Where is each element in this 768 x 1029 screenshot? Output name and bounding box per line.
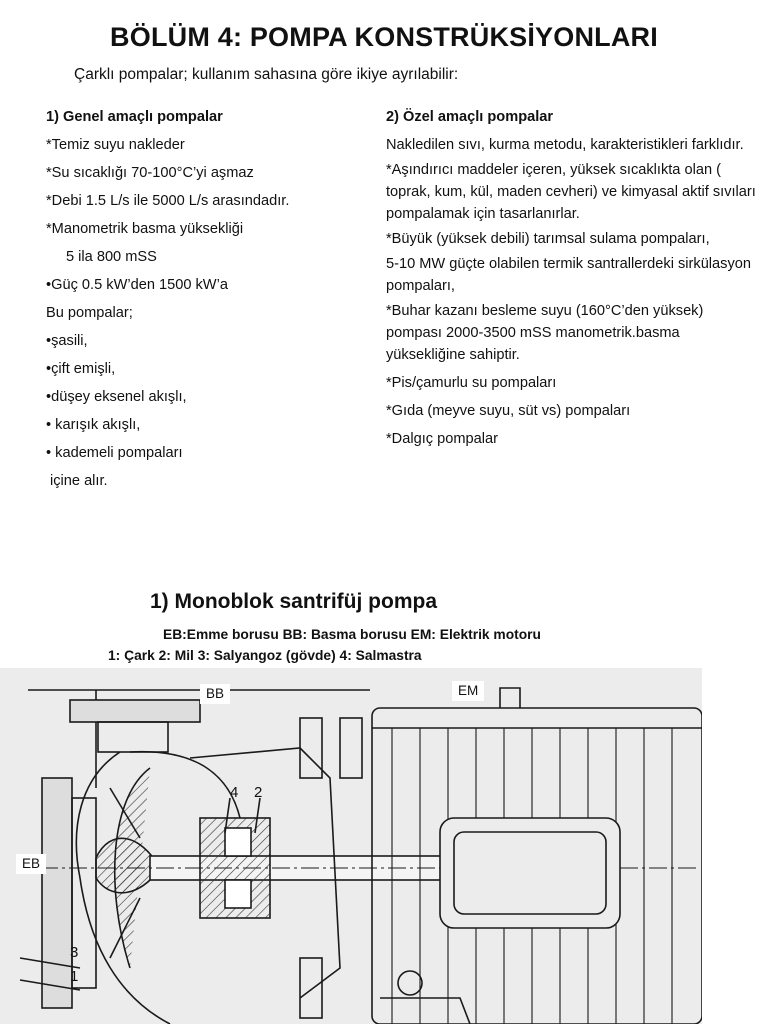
list-item: *Pis/çamurlu su pompaları <box>386 375 557 391</box>
list-item: *Dalgıç pompalar <box>386 431 498 447</box>
list-item: 5 ila 800 mSS <box>66 249 157 265</box>
list-item: *Gıda (meyve suyu, süt vs) pompaları <box>386 403 631 419</box>
list-item: Nakledilen sıvı, kurma metodu, karakteristikleri farklıdır. <box>386 137 744 153</box>
list-item: *Su sıcaklığı 70-100°C’yi aşmaz <box>46 165 254 181</box>
legend-line-parts: 1: Çark 2: Mil 3: Salyangoz (gövde) 4: Salmastra <box>108 648 422 663</box>
list-item: •düşey eksenel akışlı, <box>46 389 187 405</box>
list-item: •çift emişli, <box>46 361 116 377</box>
list-item: içine alır. <box>50 473 108 489</box>
number-4-label: 4 <box>230 784 239 801</box>
pump-cross-section-illustration <box>0 668 702 1024</box>
number-1-label: 1 <box>70 968 79 985</box>
label-discharge-pipe: BB <box>200 684 230 704</box>
list-item: Bu pompalar; <box>46 305 133 321</box>
general-pumps-column <box>46 103 366 495</box>
special-pumps-column <box>386 103 756 453</box>
number-3-label: 3 <box>70 944 79 961</box>
section-title: 1) Monoblok santrifüj pompa <box>150 590 437 613</box>
intro-text: Çarklı pompalar; kullanım sahasına göre ikiye ayrılabilir: <box>74 66 459 83</box>
list-item: •Güç 0.5 kW’den 1500 kW’a <box>46 277 228 293</box>
list-item: 5-10 MW güçte olabilen termik santrallerdeki sirkülasyon pompaları, <box>386 256 751 294</box>
legend-line-pipes: EB:Emme borusu BB: Basma borusu EM: Elektrik motoru <box>163 627 541 642</box>
special-pumps-heading: 2) Özel amaçlı pompalar <box>386 109 554 125</box>
general-pumps-heading: 1) Genel amaçlı pompalar <box>46 109 223 125</box>
list-item: • karışık akışlı, <box>46 417 141 433</box>
list-item: •şasili, <box>46 333 88 349</box>
label-electric-motor: EM <box>452 681 484 701</box>
list-item: *Büyük (yüksek debili) tarımsal sulama pompaları, <box>386 231 710 247</box>
list-item: *Debi 1.5 L/s ile 5000 L/s arasındadır. <box>46 193 290 209</box>
number-2-label: 2 <box>254 784 263 801</box>
list-item: • kademeli pompaları <box>46 445 183 461</box>
list-item: *Temiz suyu nakleder <box>46 137 185 153</box>
pump-drawing <box>0 668 702 1024</box>
list-item: *Buhar kazanı besleme suyu (160°C’den yüksek) pompası 2000-3500 mSS manometrik.basma yüksekliğine sahiptir. <box>386 303 704 363</box>
list-item: *Manometrik basma yüksekliği <box>46 221 244 237</box>
page-title: BÖLÜM 4: POMPA KONSTRÜKSİYONLARI <box>110 22 658 52</box>
label-suction-pipe: EB <box>16 854 46 874</box>
list-item: *Aşındırıcı maddeler içeren, yüksek sıcaklıkta olan ( toprak, kum, kül, maden cevheri) ve kimyasal aktif sıvıları pompalamak için tasarlanırlar. <box>386 162 756 222</box>
